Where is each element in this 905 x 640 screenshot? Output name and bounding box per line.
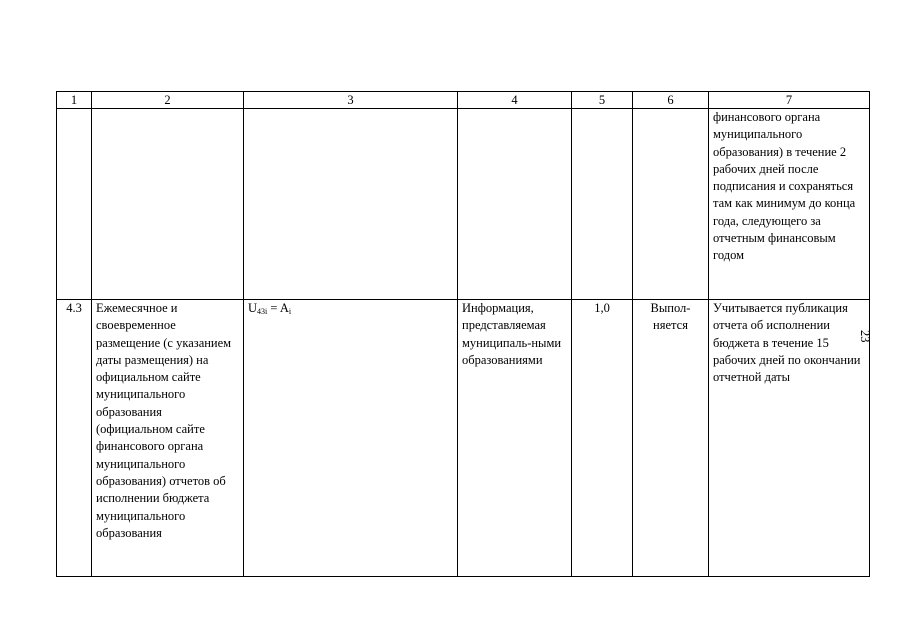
- col-header-5: 5: [572, 92, 633, 109]
- formula-u-subscript: 43i: [257, 307, 268, 316]
- cell-data-source: Информация, представляемая муниципаль-ными образованиями: [458, 300, 572, 577]
- cell-formula: [244, 300, 458, 577]
- cell-empty: [572, 109, 633, 300]
- formula-a-subscript: i: [288, 307, 292, 316]
- page-number: 23: [858, 330, 872, 343]
- col-header-4: 4: [458, 92, 572, 109]
- table-row-continuation: [57, 109, 870, 300]
- cell-weight: 1,0: [572, 300, 633, 577]
- col-header-2: 2: [92, 92, 244, 109]
- col-header-3: 3: [244, 92, 458, 109]
- cell-empty: [92, 109, 244, 300]
- col-header-6: 6: [633, 92, 709, 109]
- cell-empty: [57, 109, 92, 300]
- col-header-7: 7: [709, 92, 870, 109]
- formula-u: U: [248, 301, 258, 315]
- formula-equals-a: = A: [267, 301, 289, 315]
- cell-status: Выпол-няется: [633, 300, 709, 577]
- cell-note: Учитывается публикация отчета об исполнении бюджета в течение 15 рабочих дней по окончании отчетной даты: [709, 300, 870, 577]
- cell-indicator-name: Ежемесячное и своевременное размещение (с указанием даты размещения) на официальном сайте муниципального образования (официальном сайте финансового органа муниципального образования) отчетов об исполнении бюджета муниципального образования: [92, 300, 244, 577]
- column-number-row: [57, 92, 870, 109]
- cell-row-number: 4.3: [57, 300, 92, 577]
- cell-empty: [458, 109, 572, 300]
- col-header-1: 1: [57, 92, 92, 109]
- table-row-4-3: [57, 300, 870, 577]
- cell-note-continued: финансового органа муниципального образования) в течение 2 рабочих дней после подписания и сохраняться там как минимум до конца года, следующего за отчетным финансовым годом: [709, 109, 870, 300]
- cell-empty: [244, 109, 458, 300]
- indicators-table: [56, 91, 870, 577]
- cell-empty: [633, 109, 709, 300]
